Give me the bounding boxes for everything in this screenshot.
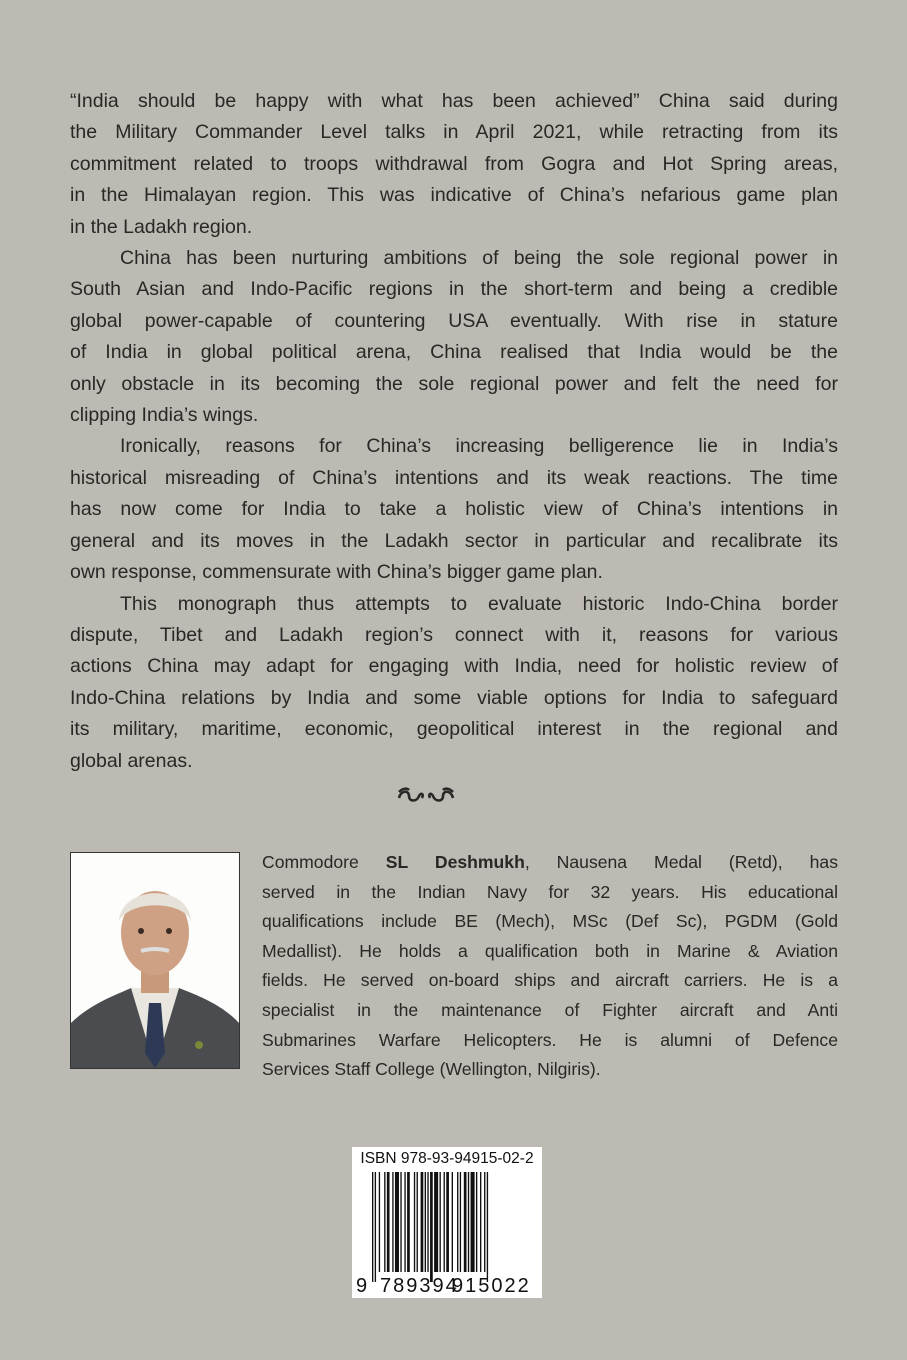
barcode-bar <box>379 1172 380 1272</box>
blurb-line: commitment related to troops withdrawal from Gogra and Hot Spring areas, <box>70 152 838 175</box>
barcode-bars <box>372 1172 524 1282</box>
barcode-bar <box>395 1172 399 1272</box>
barcode-bar <box>471 1172 475 1272</box>
barcode-bar <box>392 1172 393 1272</box>
barcode-bar <box>387 1172 390 1272</box>
blurb-line: This monograph thus attempts to evaluate historic Indo-China border <box>120 592 838 615</box>
barcode-bar <box>452 1172 453 1272</box>
blurb-line: its military, maritime, economic, geopolitical interest in the regional and <box>70 718 838 741</box>
blurb-line: in the Himalayan region. This was indicative of China’s nefarious game plan <box>70 184 838 207</box>
blurb-line: of India in global political arena, China realised that India would be the <box>70 341 838 364</box>
blurb-paragraph <box>70 431 838 588</box>
bio-text: , Nausena Medal (Retd), has <box>524 852 838 872</box>
barcode-digits-left: 789394 <box>380 1275 459 1297</box>
isbn-barcode <box>352 1147 542 1298</box>
author-photo <box>70 852 240 1069</box>
bio-line: Submarines Warfare Helicopters. He is alumni of Defence <box>262 1029 838 1050</box>
blurb-line: only obstacle in its becoming the sole regional power and felt the need for <box>70 372 838 395</box>
bio-line: served in the Indian Navy for 32 years. His educational <box>262 881 838 902</box>
bio-line: Services Staff College (Wellington, Nilgiris). <box>262 1059 601 1080</box>
blurb-line: actions China may adapt for engaging with India, need for holistic review of <box>70 655 838 678</box>
barcode-bar <box>434 1172 438 1272</box>
barcode-bar <box>460 1172 461 1272</box>
bio-line: specialist in the maintenance of Fighter aircraft and Anti <box>262 999 838 1020</box>
blurb-line: in the Ladakh region. <box>70 215 253 238</box>
blurb-line: the Military Commander Level talks in April 2021, while retracting from its <box>70 121 838 144</box>
barcode-bar <box>480 1172 481 1272</box>
ornament-flourish-icon <box>395 786 457 812</box>
barcode-bar <box>407 1172 410 1272</box>
author-bio <box>262 848 838 1085</box>
bio-line: qualifications include BE (Mech), MSc (Def Sc), PGDM (Gold <box>262 911 838 932</box>
barcode-bar <box>468 1172 469 1272</box>
barcode-bar <box>427 1172 428 1272</box>
author-name: SL Deshmukh <box>385 852 525 872</box>
barcode-bar <box>464 1172 467 1272</box>
blurb-line: general and its moves in the Ladakh sector in particular and recalibrate its <box>70 529 838 552</box>
blurb-line: has now come for India to take a holistic view of China’s intentions in <box>70 498 838 521</box>
back-cover-blurb <box>70 86 838 777</box>
barcode-bar <box>476 1172 477 1272</box>
blurb-line: Indo-China relations by India and some viable options for India to safeguard <box>70 686 838 709</box>
barcode-bar <box>404 1172 405 1272</box>
barcode-digits-right: 915022 <box>452 1275 531 1297</box>
barcode-bar <box>430 1172 433 1282</box>
blurb-line: global power-capable of countering USA eventually. With rise in stature <box>70 309 838 332</box>
barcode-bar <box>444 1172 445 1272</box>
barcode-bar <box>414 1172 415 1272</box>
barcode-digit-lead: 9 <box>356 1275 368 1297</box>
blurb-line: historical misreading of China’s intentions and its weak reactions. The time <box>70 466 838 489</box>
blurb-paragraph <box>70 86 838 243</box>
barcode-bar <box>446 1172 449 1272</box>
blurb-paragraph <box>70 589 838 777</box>
blurb-line: China has been nurturing ambitions of being the sole regional power in <box>120 247 838 270</box>
barcode-bar <box>457 1172 458 1272</box>
barcode-bar <box>484 1172 485 1272</box>
isbn-label: ISBN 978-93-94915-02-2 <box>360 1150 534 1167</box>
blurb-line: Ironically, reasons for China’s increasing belligerence lie in India’s <box>120 435 838 458</box>
barcode-bar <box>400 1172 401 1272</box>
bio-line: Medallist). He holds a qualification both in Marine & Aviation <box>262 940 838 961</box>
bio-line <box>262 848 838 878</box>
bio-line: fields. He served on-board ships and aircraft carriers. He is a <box>262 970 838 991</box>
blurb-line: clipping India’s wings. <box>70 404 259 427</box>
blurb-line: own response, commensurate with China’s bigger game plan. <box>70 561 603 584</box>
barcode-bar <box>425 1172 426 1272</box>
author-title: Commodore <box>262 852 386 872</box>
barcode-bar <box>417 1172 418 1272</box>
blurb-paragraph <box>70 243 838 431</box>
barcode-bar <box>487 1172 488 1282</box>
blurb-line: South Asian and Indo-Pacific regions in the short-term and being a credible <box>70 278 838 301</box>
barcode-bar <box>421 1172 424 1272</box>
barcode-bar <box>372 1172 373 1282</box>
blurb-line: “India should be happy with what has been achieved” China said during <box>70 90 838 112</box>
blurb-line: global arenas. <box>70 749 193 772</box>
barcode-bar <box>384 1172 385 1272</box>
blurb-line: dispute, Tibet and Ladakh region’s connect with it, reasons for various <box>70 623 838 646</box>
barcode-bar <box>440 1172 441 1272</box>
barcode-bar <box>375 1172 376 1282</box>
